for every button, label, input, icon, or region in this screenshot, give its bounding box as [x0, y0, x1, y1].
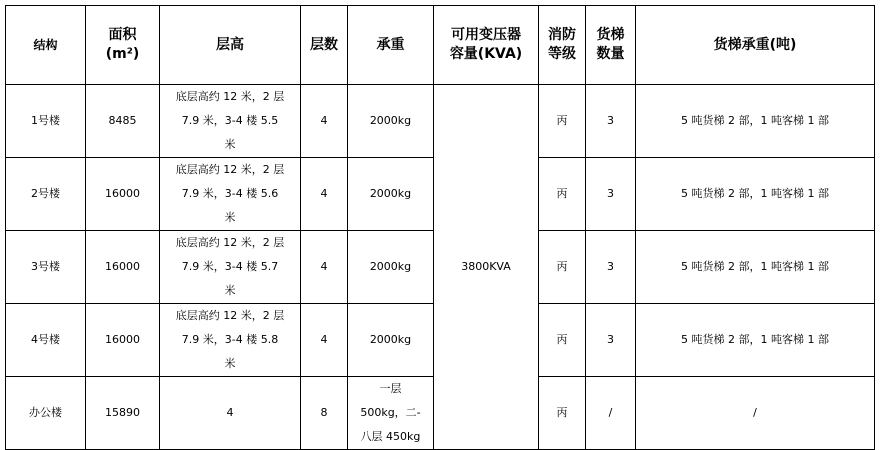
floor-height-cell	[160, 231, 301, 304]
header-transformer-line-1: 可用变压器	[451, 27, 521, 43]
header-area-line-2: (m²)	[105, 46, 140, 62]
header-elevator-count-line-1: 货梯	[596, 27, 625, 43]
floor-height-line: 7.9 米，3-4 楼 5.8	[181, 333, 279, 346]
load-cell: 2000kg	[348, 158, 434, 231]
fire-grade-cell: 丙	[539, 158, 586, 231]
floor-height-line: 7.9 米，3-4 楼 5.6	[181, 187, 279, 200]
header-row	[6, 6, 875, 85]
load-cell: 2000kg	[348, 85, 434, 158]
header-fire-grade-line-2: 等级	[548, 46, 576, 62]
header-area-line-1: 面积	[108, 27, 137, 43]
floor-height-line: 底层高约 12 米，2 层	[175, 309, 285, 322]
elevator-count-cell: 3	[586, 304, 636, 377]
header-load: 承重	[348, 6, 434, 85]
floors-cell: 4	[301, 231, 348, 304]
transformer-capacity-cell: 3800KVA	[434, 85, 539, 450]
load-cell: 2000kg	[348, 304, 434, 377]
elevator-count-cell: 3	[586, 85, 636, 158]
floor-height-line: 底层高约 12 米，2 层	[175, 236, 285, 249]
header-fire-grade	[539, 6, 586, 85]
fire-grade-cell: 丙	[539, 304, 586, 377]
load-line: 八层 450kg	[360, 430, 421, 443]
floor-height-cell	[160, 158, 301, 231]
header-structure: 结构	[6, 6, 86, 85]
floors-cell: 4	[301, 158, 348, 231]
header-area	[86, 6, 160, 85]
floors-cell: 4	[301, 85, 348, 158]
building-name: 3号楼	[6, 231, 86, 304]
header-floor-height: 层高	[160, 6, 301, 85]
load-cell: 2000kg	[348, 231, 434, 304]
floor-height-line: 底层高约 12 米，2 层	[175, 163, 285, 176]
fire-grade-cell: 丙	[539, 377, 586, 450]
floor-height-line: 7.9 米，3-4 楼 5.7	[181, 260, 279, 273]
floor-height-cell	[160, 304, 301, 377]
floor-height-cell: 4	[160, 377, 301, 450]
load-cell	[348, 377, 434, 450]
floor-height-line: 米	[224, 357, 236, 370]
elevator-load-cell: 5 吨货梯 2 部，1 吨客梯 1 部	[636, 231, 875, 304]
header-floors: 层数	[301, 6, 348, 85]
header-elevator-count-line-2: 数量	[596, 46, 625, 62]
elevator-load-cell: 5 吨货梯 2 部，1 吨客梯 1 部	[636, 85, 875, 158]
fire-grade-cell: 丙	[539, 231, 586, 304]
load-line: 一层	[379, 382, 402, 395]
table-row	[6, 85, 875, 158]
building-spec-table	[5, 5, 875, 450]
header-elevator-count	[586, 6, 636, 85]
load-line: 500kg，二-	[360, 406, 421, 419]
area-cell: 8485	[86, 85, 160, 158]
floor-height-cell	[160, 85, 301, 158]
floor-height-line: 米	[224, 284, 236, 297]
building-name: 1号楼	[6, 85, 86, 158]
elevator-load-cell: 5 吨货梯 2 部，1 吨客梯 1 部	[636, 304, 875, 377]
elevator-count-cell: /	[586, 377, 636, 450]
header-elevator-load: 货梯承重(吨)	[636, 6, 875, 85]
floor-height-line: 底层高约 12 米，2 层	[175, 90, 285, 103]
elevator-load-cell: 5 吨货梯 2 部，1 吨客梯 1 部	[636, 158, 875, 231]
building-name: 4号楼	[6, 304, 86, 377]
area-cell: 16000	[86, 158, 160, 231]
floor-height-line: 7.9 米，3-4 楼 5.5	[181, 114, 279, 127]
area-cell: 15890	[86, 377, 160, 450]
floors-cell: 4	[301, 304, 348, 377]
elevator-load-cell: /	[636, 377, 875, 450]
floor-height-line: 米	[224, 138, 236, 151]
building-name: 2号楼	[6, 158, 86, 231]
floor-height-line: 米	[224, 211, 236, 224]
building-name: 办公楼	[6, 377, 86, 450]
elevator-count-cell: 3	[586, 158, 636, 231]
area-cell: 16000	[86, 231, 160, 304]
header-transformer-line-2: 容量(KVA)	[449, 46, 523, 62]
header-fire-grade-line-1: 消防	[548, 27, 576, 43]
floors-cell: 8	[301, 377, 348, 450]
area-cell: 16000	[86, 304, 160, 377]
fire-grade-cell: 丙	[539, 85, 586, 158]
header-transformer	[434, 6, 539, 85]
elevator-count-cell: 3	[586, 231, 636, 304]
